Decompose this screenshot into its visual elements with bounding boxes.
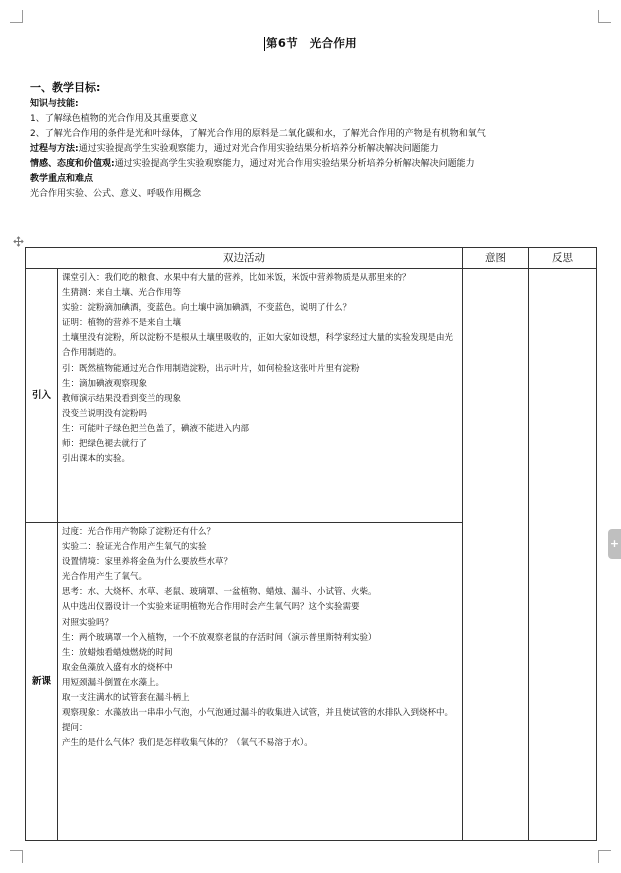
row-content-intro[interactable] [58, 269, 463, 523]
new-lesson-line: 产生的是什么气体？我们是怎样收集气体的？（氧气不易溶于水）。 [62, 738, 313, 749]
header-intent: 意图 [463, 248, 529, 269]
new-lesson-line: 设置情境：家里养将金鱼为什么要放些水草？ [62, 557, 233, 568]
new-lesson-line: 取一支注满水的试管套在漏斗柄上 [62, 693, 190, 704]
new-lesson-line: 生：放蜡烛看蜡烛燃烧的时间 [62, 647, 173, 658]
intent-cell[interactable] [463, 269, 529, 841]
document-title-text: 第6节 光合作用 [266, 36, 357, 50]
crop-mark-top-right [598, 10, 611, 23]
knowledge-item-2: 2、了解光合作用的条件是光和叶绿体，了解光合作用的原料是二氧化碳和水，了解光合作用的产物是有机物和氧气 [30, 129, 486, 139]
intro-line: 土壤里没有淀粉，所以淀粉不是根从土壤里吸收的，正如大家如设想，科学家经过大量的实验发现是由光合作用制造的。 [62, 333, 454, 359]
objectives-heading: 一、教学目标: [30, 81, 101, 94]
emotion-line [30, 157, 595, 172]
knowledge-heading: 知识与技能: [30, 99, 79, 109]
lesson-table [25, 247, 597, 841]
new-lesson-line: 思考：水、大烧杯、水草、老鼠、玻璃罩、一盆植物、蜡烛、漏斗、小试管、火柴。 [62, 587, 377, 598]
plus-icon: + [609, 537, 620, 550]
new-lesson-line: 用短颈漏斗倒置在水藻上。 [62, 677, 165, 688]
new-lesson-line: 取金鱼藻放入盛有水的烧杯中 [62, 662, 173, 673]
document-title[interactable] [264, 36, 357, 50]
knowledge-item-1: 1、了解绿色植物的光合作用及其重要意义 [30, 114, 198, 124]
new-lesson-line: 提问： [62, 723, 88, 734]
intro-line: 生：可能叶子绿色把兰色盖了，碘液不能进入内部 [62, 423, 250, 434]
intro-line: 师：把绿色褪去就行了 [62, 439, 148, 450]
table-move-handle-icon[interactable] [13, 236, 24, 247]
table-row-intro [26, 269, 597, 523]
new-lesson-line: 观察现象：水藻放出一串串小气泡，小气泡通过漏斗的收集进入试管，并且使试管的水排队入到烧杯中。 [62, 708, 454, 719]
intro-line: 实验：淀粉滴加碘酒，变蓝色。向土壤中滴加碘酒，不变蓝色，说明了什么？ [62, 303, 352, 314]
process-label: 过程与方法: [30, 144, 79, 154]
row-label-intro: 引入 [26, 269, 58, 523]
header-activity: 双边活动 [26, 248, 463, 269]
intro-line: 教师演示结果没看到变兰的现象 [62, 393, 182, 404]
text-cursor [264, 37, 265, 51]
new-lesson-line: 生：两个玻璃罩一个入植物，一个不放观察老鼠的存活时间（演示普里斯特利实验） [62, 632, 377, 643]
emotion-text: 通过实验提高学生实验观察能力，通过对光合作用实验结果分析培养分析解决解决问题能力 [114, 159, 475, 169]
crop-mark-top-left [10, 10, 23, 23]
title-area [0, 32, 621, 51]
header-reflection: 反思 [529, 248, 597, 269]
side-panel-expand-tab[interactable] [608, 529, 621, 559]
new-lesson-line: 光合作用产生了氧气。 [62, 572, 148, 583]
new-lesson-line: 从中选出仪器设计一个实验来证明植物光合作用时会产生氧气吗？这个实验需要 [62, 602, 360, 613]
new-lesson-line: 对照实验吗？ [62, 617, 114, 628]
key-text: 光合作用实验、公式、意义、呼吸作用概念 [30, 189, 202, 199]
table-header-row [26, 248, 597, 269]
intro-line: 生猜测：来自土壤、光合作用等 [62, 288, 182, 299]
intro-line: 课堂引入：我们吃的粮食、水果中有大量的营养，比如米饭，米饭中营养物质是从那里来的？ [62, 273, 411, 283]
crop-mark-bottom-left [10, 850, 23, 863]
process-text: 通过实验提高学生实验观察能力，通过对光合作用实验结果分析培养分析解决解决问题能力 [78, 144, 439, 154]
row-label-new-lesson: 新课 [26, 523, 58, 841]
intro-line: 生：滴加碘液观察现象 [62, 378, 148, 389]
new-lesson-line: 过度：光合作用产物除了淀粉还有什么？ [62, 527, 216, 537]
process-line [30, 142, 595, 157]
intro-line: 没变兰说明没有淀粉吗 [62, 408, 148, 419]
intro-line: 证明：植物的营养不是来自土壤 [62, 318, 182, 329]
emotion-label: 情感、态度和价值观: [30, 159, 115, 169]
new-lesson-line: 实验二：验证光合作用产生氧气的实验 [62, 542, 207, 553]
intro-line: 引出课本的实验。 [62, 454, 131, 465]
row-content-new-lesson[interactable] [58, 523, 463, 841]
crop-mark-bottom-right [598, 850, 611, 863]
key-heading: 教学重点和难点 [30, 174, 94, 184]
objectives-section [30, 80, 595, 202]
intro-line: 引：既然植物能通过光合作用制造淀粉，出示叶片，如何检验这张叶片里有淀粉 [62, 363, 360, 374]
reflection-cell[interactable] [529, 269, 597, 841]
